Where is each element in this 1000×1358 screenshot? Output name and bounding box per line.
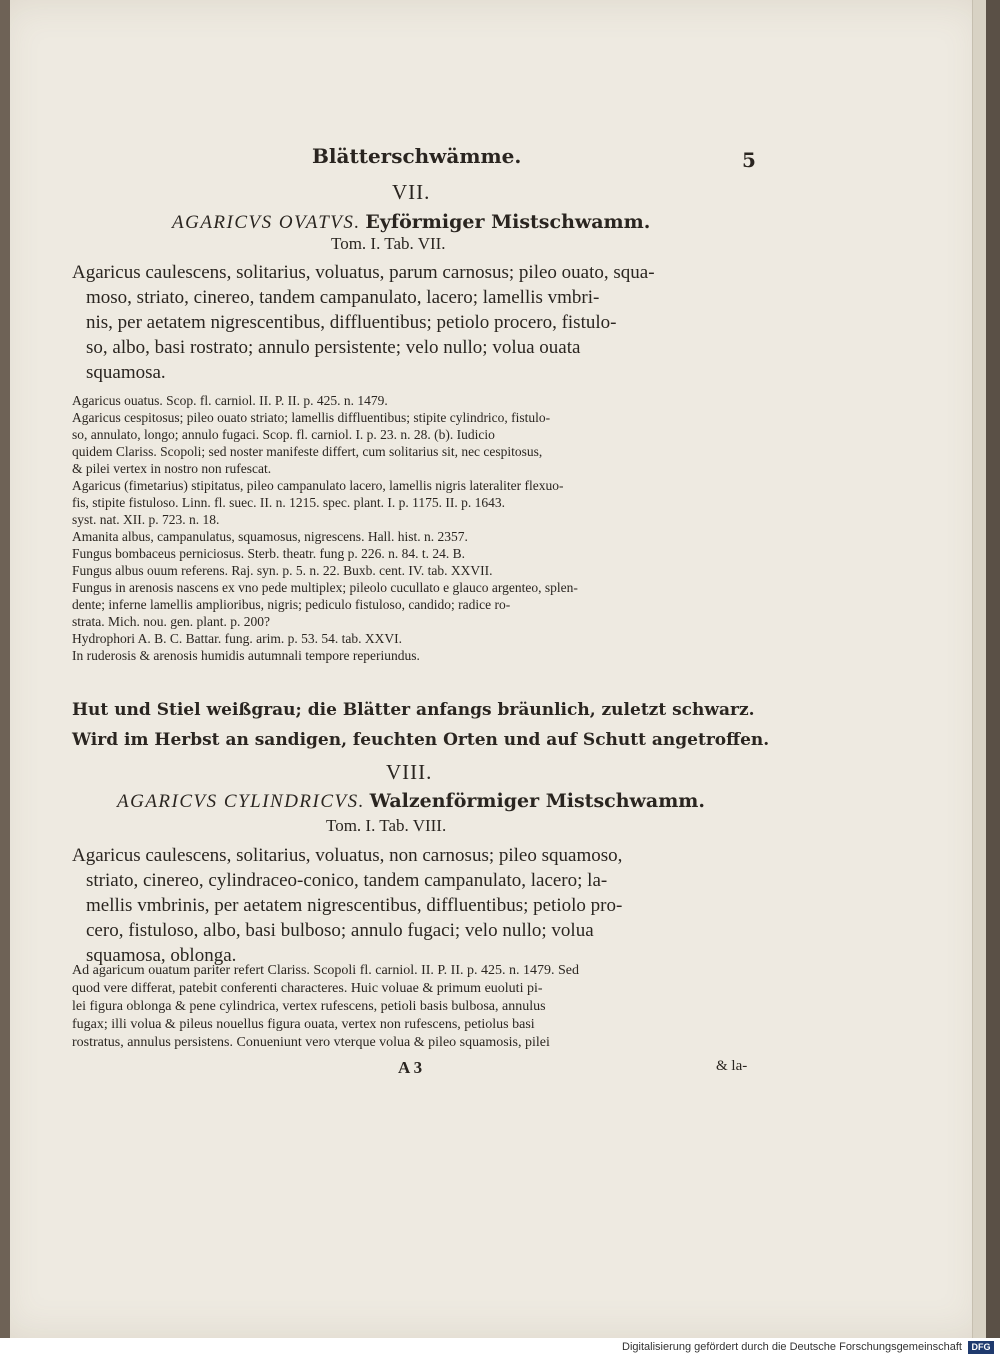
digitization-credit-bar bbox=[0, 1338, 1000, 1358]
synonym-entry: Fungus bombaceus perniciosus. Sterb. theatr. fung p. 226. n. 84. t. 24. B. bbox=[72, 546, 465, 561]
plate-reference: Tom. I. Tab. VIII. bbox=[326, 816, 447, 835]
synonym-line: syst. nat. XII. p. 723. n. 18. bbox=[72, 512, 220, 527]
description-line: squamosa, oblonga. bbox=[86, 945, 237, 966]
credit-text: Digitalisierung gefördert durch die Deutsche Forschungsgemeinschaft bbox=[622, 1341, 962, 1353]
synonym-line: fis, stipite fistuloso. Linn. fl. suec. II. n. 1215. spec. plant. I. p. 1175. II. p. 1643. bbox=[72, 495, 505, 510]
synonym-line: quidem Clariss. Scopoli; sed noster manifeste differt, cum solitarius sit, nec cespitosus, bbox=[72, 444, 543, 459]
note-line: Ad agaricum ouatum pariter refert Clariss. Scopoli fl. carniol. II. P. II. p. 425. n. 1479. Sed bbox=[72, 963, 579, 978]
synonymy bbox=[72, 392, 762, 664]
synonym-entry: Agaricus cespitosus; pileo ouato striato; lamellis diffluentibus; stipite cylindrico, fistulo- bbox=[72, 410, 551, 425]
synonym-entry: Hydrophori A. B. C. Battar. fung. arim. p. 53. 54. tab. XXVI. bbox=[72, 631, 402, 646]
synonym-entry: Fungus in arenosis nascens ex vno pede multiplex; pileolo cucullato e glauco argenteo, splen- bbox=[72, 580, 578, 595]
binding-edge bbox=[0, 0, 10, 1338]
synonym-entry: Amanita albus, campanulatus, squamosus, nigrescens. Hall. hist. n. 2357. bbox=[72, 529, 468, 544]
signature-mark: A 3 bbox=[398, 1058, 423, 1077]
description-line: squamosa. bbox=[86, 362, 166, 383]
page-number: 5 bbox=[742, 148, 756, 172]
plate-reference: Tom. I. Tab. VII. bbox=[331, 234, 446, 253]
latin-name: AGARICVS OVATVS. bbox=[172, 212, 361, 233]
german-name: Eyförmiger Mistschwamm. bbox=[365, 211, 651, 233]
german-note: Wird im Herbst an sandigen, feuchten Orten und auf Schutt angetroffen. bbox=[72, 730, 770, 750]
note-line: rostratus, annulus persistens. Conueniunt vero vterque volua & pileo squamosis, pilei bbox=[72, 1035, 550, 1050]
synonym-entry: Fungus albus ouum referens. Raj. syn. p. 5. n. 22. Buxb. cent. IV. tab. XXVII. bbox=[72, 563, 493, 578]
running-head: Blätterschwämme. bbox=[312, 144, 522, 168]
section-title bbox=[172, 211, 650, 234]
german-name: Walzenförmiger Mistschwamm. bbox=[369, 790, 706, 812]
description bbox=[72, 260, 655, 385]
description-line: Agaricus caulescens, solitarius, voluatus, parum carnosus; pileo ouato, squa- bbox=[72, 262, 655, 283]
synonym-entry: Agaricus (fimetarius) stipitatus, pileo campanulato lacero, lamellis nigris lateraliter flexuo- bbox=[72, 478, 564, 493]
page-edge bbox=[972, 0, 986, 1338]
description bbox=[72, 843, 622, 968]
section-numeral: VIII. bbox=[386, 760, 433, 784]
section-title bbox=[117, 790, 705, 813]
note-line: lei figura oblonga & pene cylindrica, vertex rufescens, petioli basis bulbosa, annulus bbox=[72, 999, 546, 1014]
synonym-line: dente; inferne lamellis amplioribus, nigris; pediculo fistuloso, candido; radice ro- bbox=[72, 597, 511, 612]
description-line: cero, fistuloso, albo, basi bulboso; annulo fugaci; velo nullo; volua bbox=[86, 920, 594, 941]
catchword: & la- bbox=[716, 1058, 748, 1074]
synonym-entry: In ruderosis & arenosis humidis autumnali tempore reperiundus. bbox=[72, 648, 420, 663]
note-line: fugax; illi volua & pileus nouellus figura ouata, vertex non rufescens, petiolus basi bbox=[72, 1017, 535, 1032]
dfg-logo: DFG bbox=[968, 1341, 994, 1354]
description-line: Agaricus caulescens, solitarius, voluatus, non carnosus; pileo squamoso, bbox=[72, 845, 623, 866]
description-line: moso, striato, cinereo, tandem campanulato, lacero; lamellis vmbri- bbox=[86, 287, 600, 308]
description-line: mellis vmbrinis, per aetatem nigrescentibus, diffluentibus; petiolo pro- bbox=[86, 895, 623, 916]
synonym-line: strata. Mich. nou. gen. plant. p. 200? bbox=[72, 614, 270, 629]
description-line: striato, cinereo, cylindraceo-conico, tandem campanulato, lacero; la- bbox=[86, 870, 608, 891]
section-numeral: VII. bbox=[392, 180, 431, 204]
description-line: so, albo, basi rostrato; annulo persistente; velo nullo; volua ouata bbox=[86, 337, 581, 358]
german-note: Hut und Stiel weißgrau; die Blätter anfangs bräunlich, zuletzt schwarz. bbox=[72, 700, 755, 720]
note-line: quod vere differat, patebit conferenti characteres. Huic voluae & primum euoluti pi- bbox=[72, 981, 543, 996]
description-line: nis, per aetatem nigrescentibus, diffluentibus; petiolo procero, fistulo- bbox=[86, 312, 617, 333]
latin-name: AGARICVS CYLINDRICVS. bbox=[117, 791, 365, 812]
synonym-line: so, annulato, longo; annulo fugaci. Scop. fl. carniol. I. p. 23. n. 28. (b). Iudicio bbox=[72, 427, 495, 442]
synonym-line: & pilei vertex in nostro non rufescat. bbox=[72, 461, 272, 476]
synonym-entry: Agaricus ouatus. Scop. fl. carniol. II. P. II. p. 425. n. 1479. bbox=[72, 393, 388, 408]
comparison-note bbox=[72, 962, 762, 1052]
